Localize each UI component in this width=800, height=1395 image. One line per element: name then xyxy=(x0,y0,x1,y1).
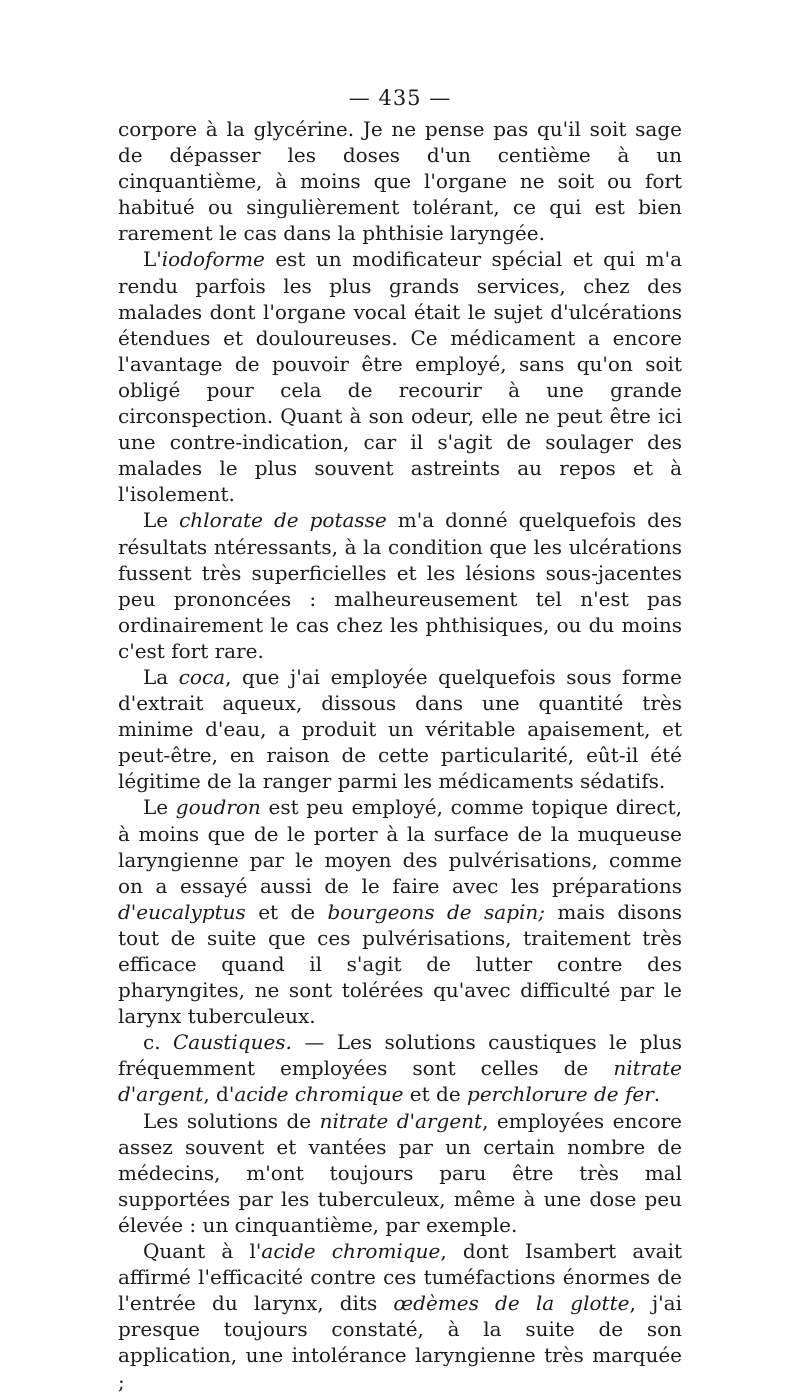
text-run: c. xyxy=(143,1030,173,1055)
text-run: et de xyxy=(245,899,328,924)
text-run: , j'ai presque toujours constaté, à la suite de son application, une intolérance laryngienne très marquée ; xyxy=(118,1291,682,1394)
italic-term: d'eucalyptus xyxy=(118,899,246,924)
italic-term: acide chromique xyxy=(234,1082,404,1107)
italic-term: iodoforme xyxy=(161,247,265,272)
paragraph xyxy=(118,794,682,1029)
page-number: — 435 — xyxy=(348,86,452,110)
italic-term: coca xyxy=(178,664,226,689)
body-text xyxy=(118,116,682,1395)
italic-term: nitrate d'argent xyxy=(319,1108,483,1133)
text-run: est un modificateur spécial et qui m'a rendu parfois les plus grands services, chez des malades dont l'organe vocal était le sujet d'ulcérations étendues et douloureuses. Ce médicament a encore l'avantage de pouvoir être employé, sans qu'on soit obligé pour cela de recourir à une grande circonspection. Quant à son odeur, elle ne peut être ici une contre-indication, car il s'agit de soulager des malades le plus souvent astreints au repos et à l'isolement. xyxy=(118,247,682,507)
text-run: m'a donné quelquefois des résultats ntéressants, à la condition que les ulcérations fussent très superficielles et les lésions sous-jacentes peu prononcées : malheureusement tel n'est pas ordinairement le cas chez les phthisiques, ou du moins c'est fort rare. xyxy=(118,508,682,663)
text-run: Le xyxy=(143,795,176,820)
text-run: La xyxy=(143,664,179,689)
text-run: . xyxy=(653,1082,661,1107)
italic-term: perchlorure de fer xyxy=(467,1082,654,1107)
text-run: et de xyxy=(403,1082,468,1107)
paragraph xyxy=(118,507,682,664)
italic-term: acide chromique xyxy=(261,1239,441,1264)
italic-term: goudron xyxy=(175,795,261,820)
paragraph xyxy=(118,1108,682,1238)
text-run: Les solutions de xyxy=(143,1108,320,1133)
text-run: L' xyxy=(143,247,162,272)
italic-term: chlorate de potasse xyxy=(179,508,387,533)
text-run: mais disons tout de suite que ces pulvérisations, traitement très efficace quand il s'agit de lutter contre des pharyngites, ne sont tolérées qu'avec difficulté par le larynx tuberculeux. xyxy=(118,899,682,1029)
paragraph xyxy=(118,664,682,794)
italic-term: œdèmes de la glotte xyxy=(393,1291,630,1316)
text-run: — Les solutions caustiques le plus fréquemment employées sont celles de xyxy=(118,1030,682,1081)
paragraph xyxy=(118,116,682,246)
text-run: Quant à l' xyxy=(143,1239,262,1264)
text-run: , dont Isambert avait affirmé l'efficacité contre ces tuméfactions énormes de l'entrée du larynx, dits xyxy=(118,1239,682,1316)
italic-term: bourgeons de sapin; xyxy=(327,899,546,924)
text-run: , que j'ai employée quelquefois sous forme d'extrait aqueux, dissous dans une quantité très minime d'eau, a produit un véritable apaisement, et peut-être, en raison de cette particularité, eût-il été légitime de la ranger parmi les médicaments sédatifs. xyxy=(118,664,682,794)
italic-term: Caustiques. xyxy=(172,1030,292,1055)
text-run: corpore à la glycérine. Je ne pense pas qu'il soit sage de dépasser les doses d'un centième à un cinquantième, à moins que l'organe ne soit ou fort habitué ou singulièrement tolérant, ce qui est bien rarement le cas dans la phthisie laryngée. xyxy=(118,117,682,246)
text-run: , employées encore assez souvent et vantées par un certain nombre de médecins, m'ont toujours paru être très mal supportées par les tuberculeux, même à une dose peu élevée : un cinquantième, par exemple. xyxy=(118,1108,683,1237)
italic-term: nitrate d'argent xyxy=(118,1056,682,1107)
paragraph xyxy=(118,246,682,507)
text-run: , d' xyxy=(203,1082,235,1107)
text-run: Le xyxy=(143,508,180,533)
paragraph xyxy=(118,1029,682,1107)
text-run: est peu employé, comme topique direct, à moins que de le porter à la surface de la muqueuse laryngienne par le moyen des pulvérisations, comme on a essayé aussi de le faire avec les préparations xyxy=(118,795,682,898)
